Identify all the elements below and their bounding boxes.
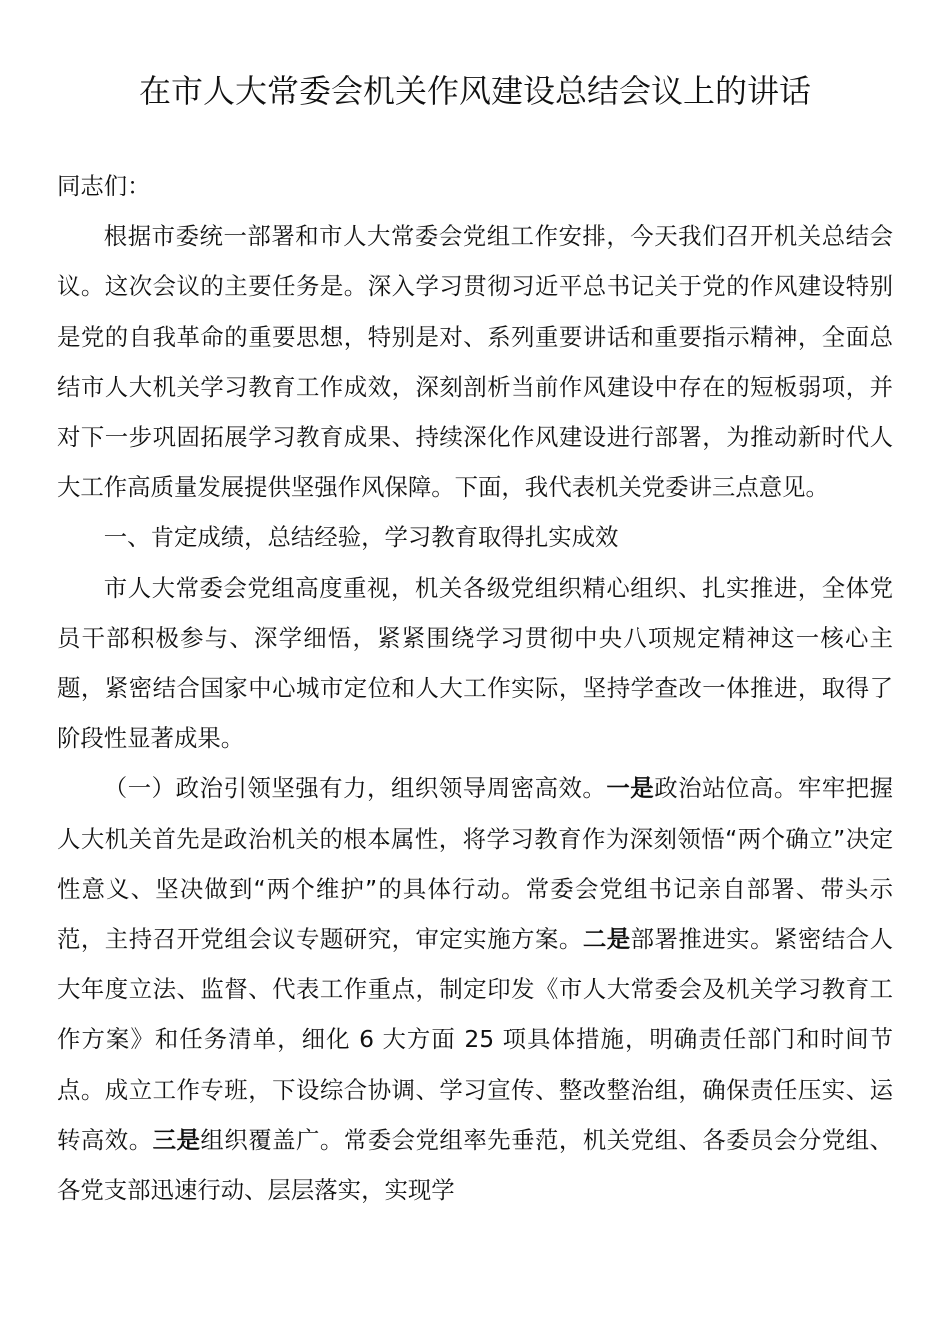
point-marker-1: 一是 <box>606 774 655 803</box>
paragraph-intro: 根据市委统一部署和市人大常委会党组工作安排，今天我们召开机关总结会议。这次会议的主要任务是。深入学习贯彻习近平总书记关于党的作风建设特别是党的自我革命的重要思想，特别是对、系列重要讲话和重要指示精神，全面总结市人大机关学习教育工作成效，深刻剖析当前作风建设中存在的短板弱项，并对下一步巩固拓展学习教育成果、持续深化作风建设进行部署，为推动新时代人大工作高质量发展提供坚强作风保障。下面，我代表机关党委讲三点意见。 <box>57 222 893 502</box>
document-body <box>57 161 893 1215</box>
section-heading-1: 一、肯定成绩，总结经验，学习教育取得扎实成效 <box>103 523 619 552</box>
paragraph-subsection-1 <box>57 763 893 1215</box>
salutation: 同志们： <box>57 172 151 200</box>
document-title: 在市人大常委会机关作风建设总结会议上的讲话 <box>138 72 811 110</box>
point-marker-3: 三是 <box>152 1125 201 1154</box>
paragraph-section-1-intro: 市人大常委会党组高度重视，机关各级党组织精心组织、扎实推进，全体党员干部积极参与、深学细悟，紧紧围绕学习贯彻中央八项规定精神这一核心主题，紧密结合国家中心城市定位和人大工作实际，坚持学查改一体推进，取得了阶段性显著成果。 <box>57 573 893 753</box>
subsection-lead: （一）政治引领坚强有力，组织领导周密高效。 <box>103 774 607 803</box>
point-text-3: 组织覆盖广。常委会党组率先垂范，机关党组、各委员会分党组、各党支部迅速行动、层层落实，实现学 <box>57 1125 894 1205</box>
point-marker-2: 二是 <box>582 925 631 954</box>
document-page <box>57 0 893 1215</box>
point-text-2: 部署推进实。紧密结合人大年度立法、监督、代表工作重点，制定印发《市人大常委会及机关学习教育工作方案》和任务清单，细化 6 大方面 25 项具体措施，明确责任部门和时间节点。成立工作专班，下设综合协调、学习宣传、整改整治组，确保责任压实、运转高效。 <box>57 925 894 1154</box>
point-text-1: 政治站位高。牢牢把握人大机关首先是政治机关的根本属性，将学习教育作为深刻领悟“两个确立”决定性意义、坚决做到“两个维护”的具体行动。常委会党组书记亲自部署、带头示范，主持召开党组会议专题研究，审定实施方案。 <box>57 774 894 954</box>
